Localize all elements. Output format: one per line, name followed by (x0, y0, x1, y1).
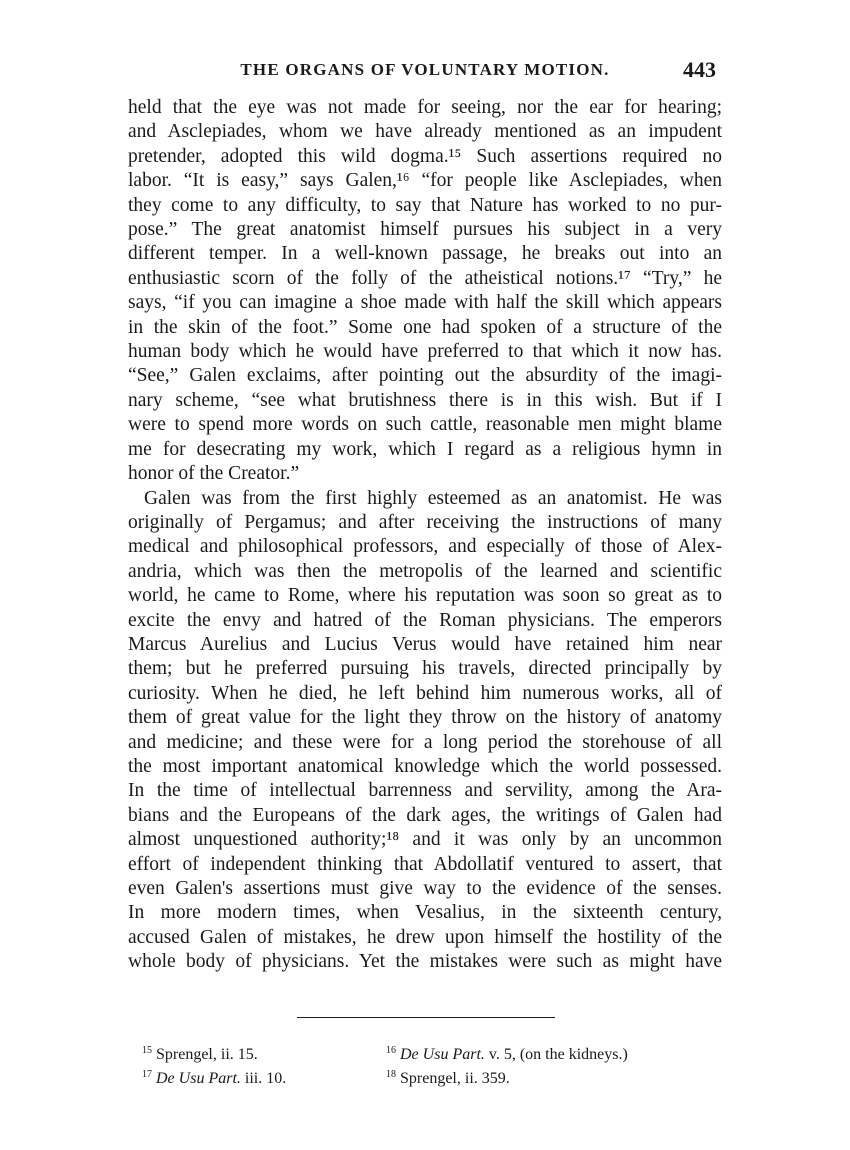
paragraph-line: whole body of physicians. Yet the mistakes were such as might have (128, 951, 722, 973)
running-head (128, 57, 722, 90)
footnote-text: v. 5, (on the kidneys.) (488, 1046, 628, 1063)
footnote-text: Sprengel, ii. 15. (156, 1046, 258, 1063)
paragraph-line: nary scheme, “see what brutishness there is in this wish. But if I (128, 389, 722, 411)
paragraph-line: accused Galen of mistakes, he drew upon himself the hostility of the (128, 926, 722, 948)
paragraph-line: them of great value for the light they throw on the history of anatomy (128, 707, 722, 729)
paragraph-line: human body which he would have preferred to that which it now has. (128, 341, 722, 363)
body-text (128, 96, 722, 975)
footnote-16 (386, 1043, 628, 1067)
footnote-17 (142, 1067, 286, 1091)
paragraph-line: them; but he preferred pursuing his travels, directed principally by (128, 658, 722, 680)
footnote-mark: 17 (142, 1069, 152, 1080)
paragraph-line: medical and philosophical professors, and especially of those of Alex- (128, 536, 722, 558)
paragraph-line: in the skin of the foot.” Some one had spoken of a structure of the (128, 316, 722, 338)
paragraph-line: bians and the Europeans of the dark ages, the writings of Galen had (128, 804, 722, 826)
paragraph-line: labor. “It is easy,” says Galen,¹⁶ “for people like Asclepiades, when (128, 170, 722, 192)
paragraph-line: andria, which was then the metropolis of the learned and scientific (128, 560, 722, 582)
page-number: 443 (683, 57, 716, 82)
footnote-15 (142, 1043, 258, 1067)
paragraph-line: world, he came to Rome, where his reputation was soon so great as to (128, 585, 722, 607)
footnote-work-title: De Usu Part. (400, 1046, 485, 1063)
footnote-row (142, 1067, 722, 1091)
paragraph-line: originally of Pergamus; and after receiving the instructions of many (128, 511, 722, 533)
footnote-mark: 15 (142, 1045, 152, 1056)
paragraph-line: and medicine; and these were for a long period the storehouse of all (128, 731, 722, 753)
footnote-mark: 16 (386, 1045, 396, 1056)
paragraph-line: Marcus Aurelius and Lucius Verus would have retained him near (128, 633, 722, 655)
footnote-text: iii. 10. (244, 1070, 287, 1087)
paragraph-line: In the time of intellectual barrenness and servility, among the Ara- (128, 780, 722, 802)
paragraph-line: pretender, adopted this wild dogma.¹⁵ Such assertions required no (128, 145, 722, 167)
footnotes (142, 1043, 722, 1091)
paragraph-line: Galen was from the first highly esteemed as an anatomist. He was (144, 487, 722, 509)
paragraph-line: even Galen's assertions must give way to the evidence of the senses. (128, 878, 722, 899)
paragraph-line: excite the envy and hatred of the Roman physicians. The emperors (128, 609, 722, 631)
paragraph-line: effort of independent thinking that Abdollatif ventured to assert, that (128, 853, 722, 875)
paragraph-line: honor of the Creator.” (128, 463, 300, 485)
paragraph-line: “See,” Galen exclaims, after pointing out the absurdity of the imagi- (128, 365, 722, 387)
running-title: THE ORGANS OF VOLUNTARY MOTION. (240, 60, 610, 79)
footnote-divider (297, 1017, 555, 1018)
paragraph-line: says, “if you can imagine a shoe made with half the skill which appears (128, 292, 722, 314)
paragraph-line: curiosity. When he died, he left behind him numerous works, all of (128, 682, 722, 704)
paragraph-line: held that the eye was not made for seeing, nor the ear for hearing; (128, 97, 722, 118)
footnote-text: Sprengel, ii. 359. (400, 1070, 510, 1087)
footnote-row (142, 1043, 722, 1067)
paragraph-line: they come to any difficulty, to say that Nature has worked to no pur- (128, 194, 722, 216)
paragraph-line: almost unquestioned authority;¹⁸ and it was only by an uncommon (128, 829, 722, 851)
footnote-work-title: De Usu Part. (156, 1070, 241, 1087)
paragraph-line: enthusiastic scorn of the folly of the atheistical notions.¹⁷ “Try,” he (128, 267, 722, 289)
paragraph-line: the most important anatomical knowledge which the world possessed. (128, 755, 722, 777)
paragraph-line: were to spend more words on such cattle, reasonable men might blame (128, 414, 722, 436)
footnote-mark: 18 (386, 1069, 396, 1080)
footnote-18 (386, 1067, 510, 1091)
paragraph-line: In more modern times, when Vesalius, in the sixteenth century, (128, 902, 722, 924)
paragraph-line: different temper. In a well-known passage, he breaks out into an (128, 243, 722, 265)
paragraph-line: pose.” The great anatomist himself pursues his subject in a very (128, 219, 722, 241)
paragraph-line: me for desecrating my work, which I regard as a religious hymn in (128, 438, 722, 460)
paragraph-line: and Asclepiades, whom we have already mentioned as an impudent (128, 121, 722, 143)
